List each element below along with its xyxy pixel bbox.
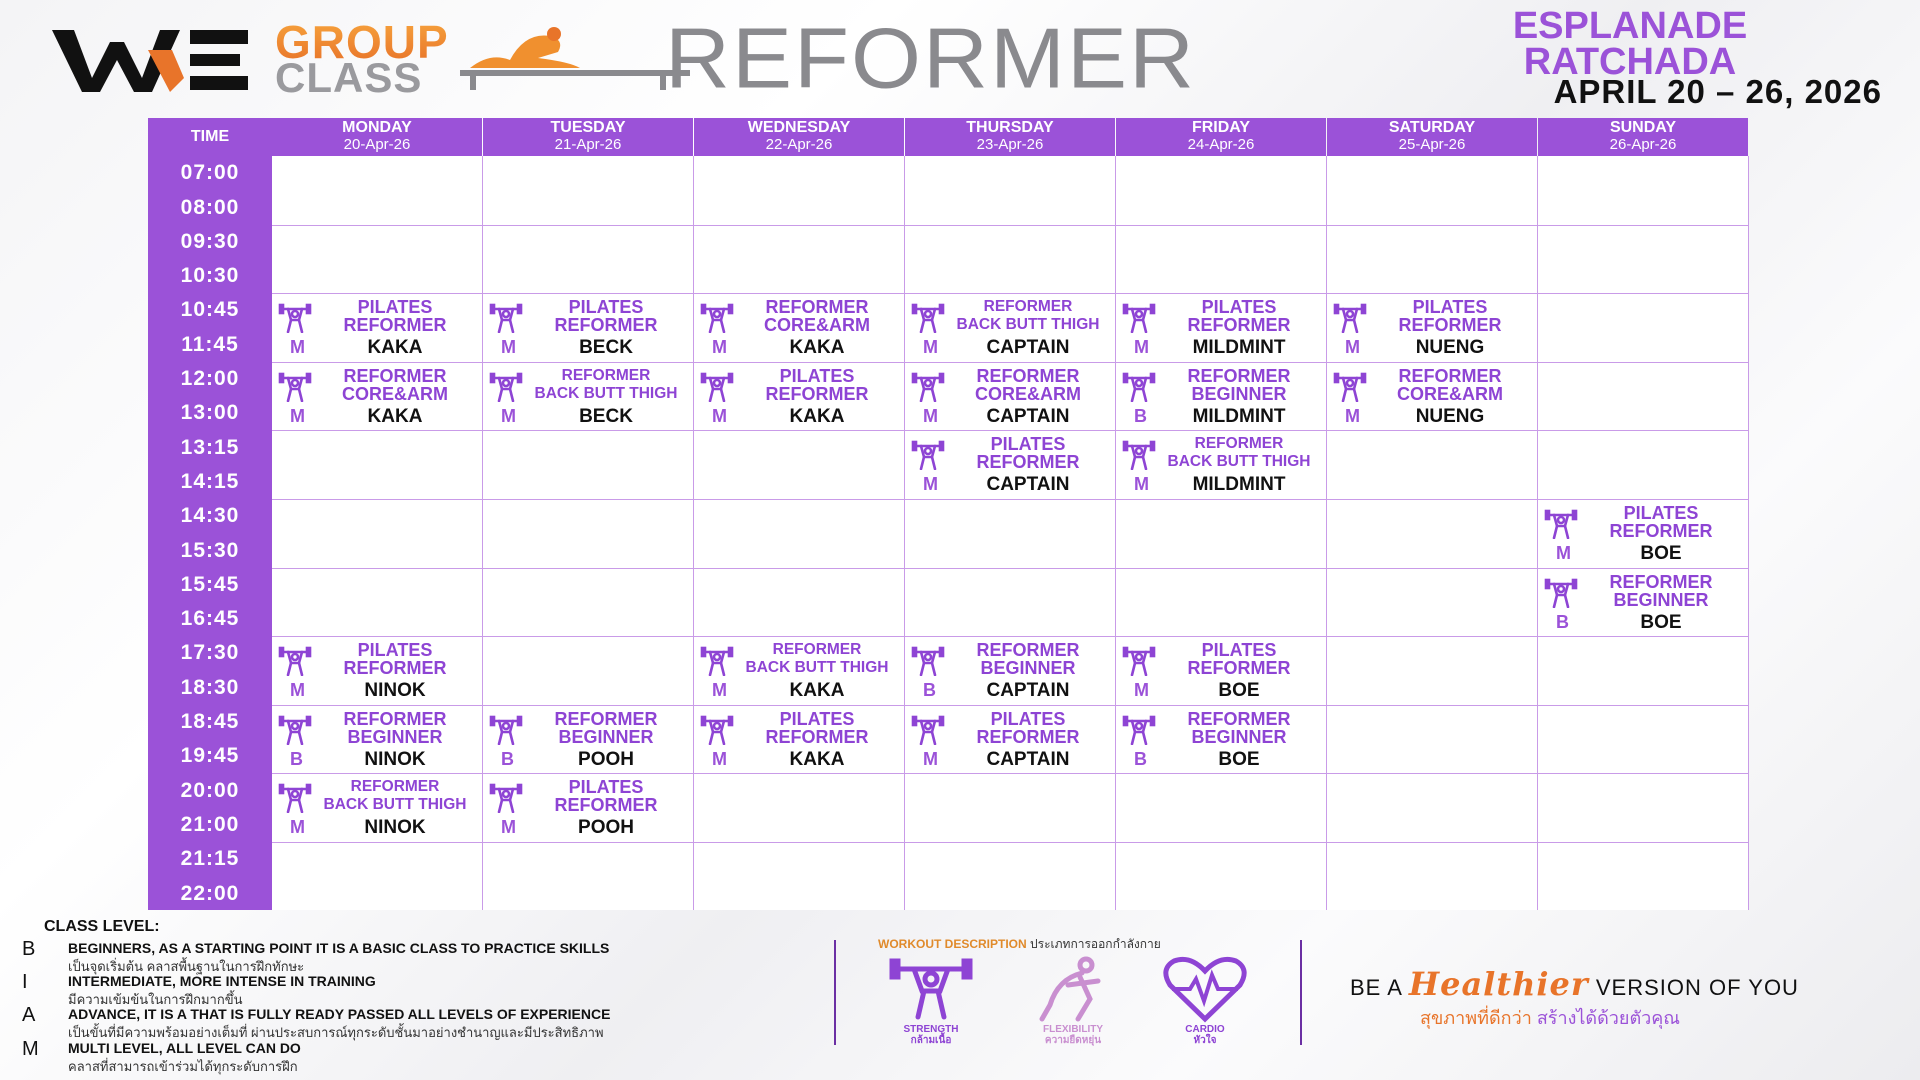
instructor-name: CAPTAIN: [986, 680, 1070, 702]
class-level-title: CLASS LEVEL:: [44, 918, 160, 935]
time-slot: [148, 773, 272, 842]
reformer-machine-icon: [430, 22, 690, 94]
workout-label-th: กล้ามเนื้อ: [910, 1035, 952, 1046]
class-name-line2: REFORMER: [765, 383, 869, 404]
workout-label: [871, 1024, 991, 1046]
time-slot: [148, 293, 272, 362]
day-name: TUESDAY: [550, 119, 626, 136]
logo-class-text: CLASS: [275, 54, 423, 101]
level-letter: A: [22, 1004, 36, 1026]
strength-icon: [700, 646, 734, 676]
class-card[interactable]: [1116, 362, 1326, 430]
strength-icon: [1544, 509, 1578, 539]
instructor-name: BOE: [1640, 543, 1682, 564]
class-card[interactable]: [694, 362, 904, 430]
class-name-line1: REFORMER: [1609, 571, 1713, 592]
class-card[interactable]: [1116, 293, 1326, 361]
day-header-sunday: [1538, 118, 1748, 156]
instructor-name: KAKA: [367, 337, 423, 359]
instructor-name: KAKA: [789, 405, 845, 427]
class-name-line1: REFORMER: [772, 641, 862, 659]
class-level-badge: M: [1134, 474, 1149, 495]
instructor-name: NINOK: [364, 748, 426, 770]
day-header-friday: [1116, 118, 1326, 156]
class-name-line2: REFORMER: [976, 726, 1080, 747]
class-name-line2: REFORMER: [765, 726, 869, 747]
level-description: ADVANCE, IT IS A THAT IS FULLY READY PASSED ALL LEVELS OF EXPERIENCE: [68, 1006, 611, 1022]
instructor-name: CAPTAIN: [986, 474, 1070, 496]
day-date: 21-Apr-26: [554, 136, 622, 153]
class-level-badge: M: [712, 748, 727, 769]
grid-divider: [904, 156, 905, 910]
we-logo: [52, 22, 252, 96]
instructor-name: MILDMINT: [1192, 337, 1286, 359]
grid-divider: [272, 499, 1749, 500]
class-level-badge: M: [712, 405, 727, 426]
strength-icon: [700, 372, 734, 402]
instructor-name: NINOK: [364, 680, 426, 702]
class-name-line1: REFORMER: [1398, 365, 1502, 386]
level-letter: M: [22, 1038, 39, 1060]
instructor-name: KAKA: [789, 337, 845, 359]
class-card[interactable]: [483, 293, 693, 361]
class-name-line1: REFORMER: [765, 297, 869, 318]
instructor-name: KAKA: [789, 680, 845, 702]
cardio-icon: [1160, 955, 1250, 1023]
strength-icon: [1333, 303, 1367, 333]
class-name-line2: REFORMER: [554, 795, 658, 816]
slot-end: 15:30: [180, 538, 240, 562]
class-name-line2: BACK BUTT THIGH: [1167, 453, 1311, 471]
class-card[interactable]: [1116, 430, 1326, 498]
class-name-line1: REFORMER: [976, 640, 1080, 661]
class-level-badge: B: [1134, 405, 1147, 426]
workout-label-en: FLEXIBILITY: [1043, 1024, 1103, 1035]
slot-start: 18:45: [180, 709, 240, 733]
branch-name: [1480, 5, 1780, 83]
class-name-line1: PILATES: [568, 777, 644, 798]
class-card[interactable]: [694, 636, 904, 704]
footer-divider: [1300, 940, 1302, 1045]
class-name-line2: CORE&ARM: [975, 383, 1081, 404]
class-level-badge: M: [923, 405, 938, 426]
logo-reformer-text: REFORMER: [665, 11, 1196, 107]
level-letter: I: [22, 971, 28, 993]
strength-icon: [489, 372, 523, 402]
level-description-thai: มีความเข้มข้นในการฝึกมากขึ้น: [68, 992, 243, 1007]
flexibility-icon: [1028, 955, 1118, 1023]
class-card[interactable]: [272, 705, 482, 773]
class-name-line2: BACK BUTT THIGH: [534, 384, 678, 402]
instructor-name: CAPTAIN: [986, 748, 1070, 770]
slot-start: 09:30: [180, 229, 240, 253]
schedule-table: [148, 118, 1749, 910]
class-name-line2: REFORMER: [343, 658, 447, 679]
class-level-badge: M: [923, 337, 938, 358]
strength-icon: [1544, 578, 1578, 608]
class-card[interactable]: [1327, 293, 1537, 361]
grid-divider: [272, 842, 1749, 843]
strength-icon: [911, 646, 945, 676]
day-name: SATURDAY: [1388, 119, 1476, 136]
instructor-name: BOE: [1218, 680, 1260, 702]
class-level-badge: M: [1345, 405, 1360, 426]
class-level-badge: M: [290, 337, 305, 358]
class-name-line2: REFORMER: [1398, 315, 1502, 336]
logo-group-text: GROUP: [275, 16, 449, 68]
slot-end: 19:45: [180, 744, 240, 768]
class-name-line2: REFORMER: [976, 452, 1080, 473]
class-level-badge: M: [501, 337, 516, 358]
instructor-name: NINOK: [364, 817, 426, 839]
class-card[interactable]: [1116, 705, 1326, 773]
class-name-line1: PILATES: [779, 365, 855, 386]
class-level-badge: M: [1556, 543, 1571, 563]
workout-title-en: WORKOUT DESCRIPTION: [878, 937, 1027, 951]
class-card[interactable]: [694, 293, 904, 361]
grid-divider: [1326, 156, 1327, 910]
day-date: 23-Apr-26: [976, 136, 1044, 153]
strength-icon: [911, 372, 945, 402]
class-level-badge: B: [501, 748, 514, 769]
slot-start: 15:45: [180, 572, 240, 596]
class-level-badge: M: [712, 680, 727, 701]
instructor-name: BECK: [579, 337, 633, 359]
workout-title-th: ประเภทการออกกำลังกาย: [1030, 937, 1161, 951]
instructor-name: KAKA: [367, 405, 423, 427]
day-header-wednesday: [694, 118, 904, 156]
slot-end: 22:00: [180, 881, 240, 905]
class-name-line1: PILATES: [568, 297, 644, 318]
instructor-name: KAKA: [789, 748, 845, 770]
time-slot: [148, 705, 272, 774]
level-description-thai: เป็นขั้นที่มีความพร้อมอย่างเต็มที่ ผ่านประสบการณ์ทุกระดับชั้นมาอย่างชำนาญและมีประสิทธิภาพ: [68, 1025, 604, 1040]
class-name-line2: REFORMER: [1609, 521, 1713, 541]
instructor-name: BOE: [1218, 748, 1260, 770]
strength-icon: [700, 715, 734, 745]
day-name: MONDAY: [342, 119, 412, 136]
class-name-line2: CORE&ARM: [1397, 383, 1503, 404]
class-card[interactable]: [272, 636, 482, 704]
slogan-thai: [1420, 1003, 1680, 1032]
class-name-line2: BEGINNER: [1191, 726, 1287, 747]
class-name-line1: REFORMER: [343, 708, 447, 729]
strength-icon: [700, 303, 734, 333]
strength-icon: [1122, 715, 1156, 745]
class-name-line2: REFORMER: [343, 315, 447, 336]
strength-icon: [1122, 440, 1156, 470]
level-description-thai: เป็นจุดเริ่มต้น คลาสพื้นฐานในการฝึกทักษะ: [68, 959, 305, 974]
footer-divider: [834, 940, 836, 1045]
class-name-line2: BACK BUTT THIGH: [745, 659, 889, 677]
time-slot: [148, 362, 272, 431]
workout-label: [1013, 1024, 1133, 1046]
slot-end: 14:15: [180, 469, 240, 493]
slot-end: 13:00: [180, 401, 240, 425]
class-card[interactable]: [905, 705, 1115, 773]
strength-icon: [911, 303, 945, 333]
class-card[interactable]: [694, 705, 904, 773]
instructor-name: BECK: [579, 405, 633, 427]
instructor-name: POOH: [578, 817, 634, 839]
strength-icon: [489, 783, 523, 813]
class-name-line1: PILATES: [1201, 640, 1277, 661]
workout-label-en: STRENGTH: [903, 1024, 959, 1035]
instructor-name: MILDMINT: [1192, 405, 1286, 427]
class-level-badge: M: [290, 817, 305, 838]
slogan-highlight: Healthier: [1408, 965, 1589, 1003]
class-card[interactable]: [1116, 636, 1326, 704]
class-name-line1: PILATES: [1201, 297, 1277, 318]
class-card[interactable]: [272, 773, 482, 841]
class-name-line1: REFORMER: [1187, 365, 1291, 386]
strength-icon: [1122, 646, 1156, 676]
class-card[interactable]: [483, 773, 693, 841]
instructor-name: BOE: [1640, 611, 1682, 633]
level-description: INTERMEDIATE, MORE INTENSE IN TRAINING: [68, 973, 376, 989]
class-name-line1: REFORMER: [561, 366, 651, 384]
strength-icon: [489, 303, 523, 333]
grid-divider: [272, 225, 1749, 226]
slot-end: 21:00: [180, 812, 240, 836]
class-name-line1: PILATES: [1623, 503, 1699, 523]
class-name-line1: REFORMER: [343, 365, 447, 386]
class-level-badge: M: [290, 405, 305, 426]
class-card[interactable]: [905, 636, 1115, 704]
time-slot: [148, 568, 272, 637]
date-range: APRIL 20 – 26, 2026: [1553, 73, 1882, 110]
class-name-line1: REFORMER: [1187, 708, 1291, 729]
class-level-badge: M: [501, 405, 516, 426]
instructor-name: CAPTAIN: [986, 337, 1070, 359]
grid-divider: [272, 568, 1749, 569]
class-name-line1: REFORMER: [976, 365, 1080, 386]
slogan-post: VERSION OF YOU: [1595, 975, 1799, 1000]
workout-label-th: หัวใจ: [1193, 1035, 1217, 1046]
day-header-tuesday: [483, 118, 693, 156]
class-level-badge: B: [290, 748, 303, 769]
class-name-line1: REFORMER: [983, 298, 1073, 316]
class-name-line2: REFORMER: [1187, 658, 1291, 679]
strength-icon: [278, 783, 312, 813]
workout-label: [1145, 1024, 1265, 1046]
class-card[interactable]: [272, 362, 482, 430]
level-description-thai: คลาสที่สามารถเข้าร่วมได้ทุกระดับการฝึก: [68, 1059, 298, 1074]
class-level-badge: M: [923, 748, 938, 769]
class-card[interactable]: [483, 705, 693, 773]
slogan: [1350, 965, 1799, 1003]
slot-start: 20:00: [180, 778, 240, 802]
class-level-badge: B: [1134, 748, 1147, 769]
class-level-badge: M: [501, 817, 516, 838]
level-letter: B: [22, 938, 36, 960]
time-slot: [148, 225, 272, 294]
class-name-line2: CORE&ARM: [342, 383, 448, 404]
day-date: 26-Apr-26: [1609, 136, 1677, 153]
class-name-line1: PILATES: [357, 640, 433, 661]
day-name: SUNDAY: [1609, 119, 1677, 136]
grid-divider: [1748, 156, 1749, 910]
schedule-cells: [272, 156, 1749, 910]
slogan-thai-1: สุขภาพที่ดีกว่า: [1420, 1008, 1532, 1028]
class-card[interactable]: [483, 362, 693, 430]
instructor-name: CAPTAIN: [986, 405, 1070, 427]
grid-divider: [693, 156, 694, 910]
time-column: [148, 118, 272, 910]
time-slot: [148, 842, 272, 911]
slot-end: 18:30: [180, 675, 240, 699]
slot-start: 14:30: [180, 504, 240, 528]
time-header: TIME: [190, 128, 230, 145]
grid-divider: [1115, 156, 1116, 910]
strength-icon: [489, 715, 523, 745]
strength-icon: [1122, 303, 1156, 333]
class-name-line2: BEGINNER: [558, 726, 654, 747]
branch-line-1: ESPLANADE: [1512, 5, 1748, 47]
class-name-line1: PILATES: [990, 434, 1066, 455]
day-date: 22-Apr-26: [765, 136, 833, 153]
instructor-name: POOH: [578, 748, 634, 770]
class-name-line1: PILATES: [990, 708, 1066, 729]
class-level-badge: M: [1134, 680, 1149, 701]
strength-icon: [1333, 372, 1367, 402]
class-name-line2: REFORMER: [554, 315, 658, 336]
day-header-thursday: [905, 118, 1115, 156]
class-level-badge: M: [923, 474, 938, 495]
day-date: 20-Apr-26: [343, 136, 411, 153]
class-name-line2: BACK BUTT THIGH: [323, 796, 467, 814]
workout-label-th: ความยืดหยุ่น: [1044, 1035, 1102, 1046]
slogan-pre: BE A: [1350, 975, 1402, 1000]
slot-start: 10:45: [180, 298, 240, 322]
slot-start: 21:15: [180, 847, 240, 871]
class-level-badge: B: [1556, 611, 1569, 632]
day-header-monday: [272, 118, 482, 156]
class-name-line1: REFORMER: [350, 778, 440, 796]
strength-icon: [278, 303, 312, 333]
class-card[interactable]: [272, 293, 482, 361]
class-name-line1: PILATES: [1412, 297, 1488, 318]
class-name-line1: REFORMER: [1194, 435, 1284, 453]
class-card[interactable]: [905, 430, 1115, 498]
level-description: BEGINNERS, AS A STARTING POINT IT IS A BASIC CLASS TO PRACTICE SKILLS: [68, 940, 610, 956]
slot-start: 07:00: [180, 161, 240, 185]
class-name-line1: PILATES: [779, 708, 855, 729]
slot-start: 12:00: [180, 366, 240, 390]
class-name-line2: REFORMER: [1187, 315, 1291, 336]
class-name-line1: PILATES: [357, 297, 433, 318]
class-name-line2: BEGINNER: [980, 658, 1076, 679]
time-slot: [148, 636, 272, 705]
strength-icon: [278, 646, 312, 676]
class-level-badge: M: [1134, 337, 1149, 358]
strength-icon: [1122, 372, 1156, 402]
strength-icon: [911, 440, 945, 470]
class-level-badge: M: [1345, 337, 1360, 358]
strength-icon: [278, 372, 312, 402]
time-slot: [148, 430, 272, 499]
day-header-saturday: [1327, 118, 1537, 156]
class-name-line2: BEGINNER: [347, 726, 443, 747]
strength-icon: [278, 715, 312, 745]
class-level-badge: M: [712, 337, 727, 358]
class-card[interactable]: [905, 362, 1115, 430]
class-card[interactable]: [1327, 362, 1537, 430]
strength-icon: [886, 955, 976, 1023]
instructor-name: MILDMINT: [1192, 474, 1286, 496]
slot-start: 13:15: [180, 435, 240, 459]
time-slot: [148, 499, 272, 568]
instructor-name: NUENG: [1415, 405, 1485, 427]
day-date: 24-Apr-26: [1187, 136, 1255, 153]
class-card[interactable]: [1538, 499, 1748, 567]
class-name-line2: CORE&ARM: [764, 315, 870, 336]
slot-end: 16:45: [180, 607, 240, 631]
level-description: MULTI LEVEL, ALL LEVEL CAN DO: [68, 1040, 301, 1056]
slogan-thai-2: สร้างได้ด้วยตัวคุณ: [1536, 1008, 1680, 1028]
slot-end: 08:00: [180, 195, 240, 219]
class-card[interactable]: [905, 293, 1115, 361]
class-name-line2: BEGINNER: [1613, 589, 1709, 610]
instructor-name: NUENG: [1415, 337, 1485, 359]
strength-icon: [911, 715, 945, 745]
branch-line-2: RATCHADA: [1523, 41, 1737, 83]
slot-start: 17:30: [180, 641, 240, 665]
class-name-line2: BEGINNER: [1191, 383, 1287, 404]
day-name: WEDNESDAY: [747, 119, 851, 136]
day-name: THURSDAY: [966, 119, 1054, 136]
class-level-badge: M: [290, 680, 305, 701]
day-date: 25-Apr-26: [1398, 136, 1466, 153]
class-level-badge: B: [923, 680, 936, 701]
time-slot: [148, 156, 272, 225]
day-name: FRIDAY: [1191, 119, 1251, 136]
workout-label-en: CARDIO: [1185, 1024, 1225, 1035]
class-name-line2: BACK BUTT THIGH: [956, 316, 1100, 334]
workout-description-title: [878, 935, 1161, 954]
slot-end: 11:45: [181, 332, 239, 356]
slot-end: 10:30: [180, 264, 240, 288]
class-card[interactable]: [1538, 568, 1748, 636]
class-name-line1: REFORMER: [554, 708, 658, 729]
